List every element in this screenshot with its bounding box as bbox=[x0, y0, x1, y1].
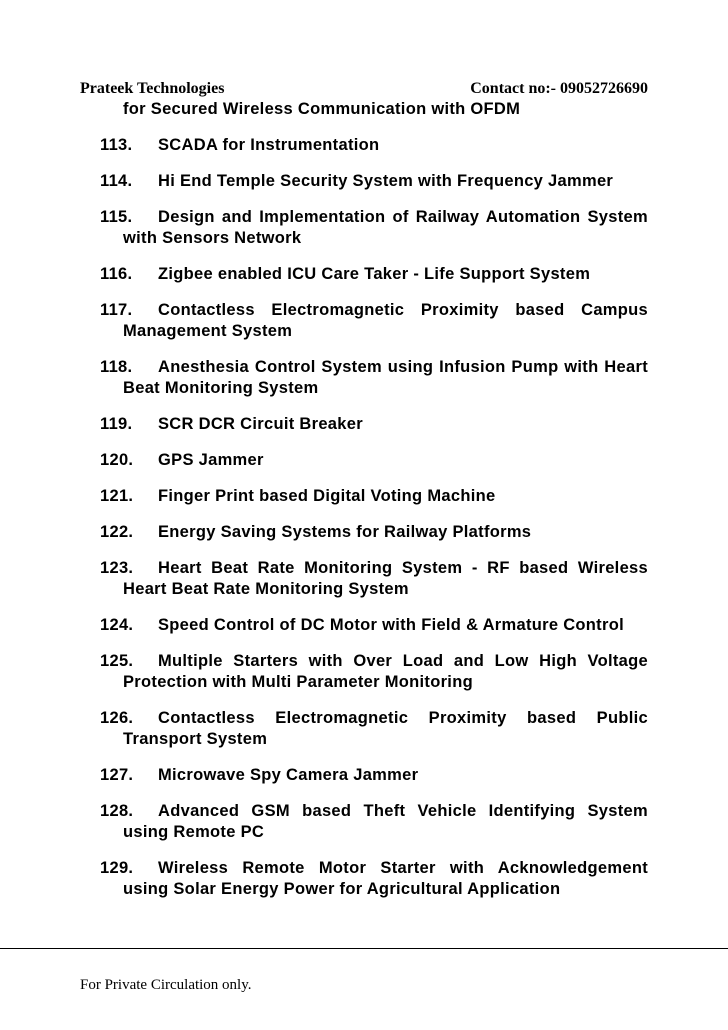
list-item bbox=[100, 264, 648, 285]
list-item bbox=[100, 858, 648, 900]
item-number: 114. bbox=[100, 172, 133, 190]
item-number: 123. bbox=[100, 559, 134, 577]
item-number: 113. bbox=[100, 136, 133, 154]
item-text: Contactless Electromagnetic Proximity based Public Transport System bbox=[123, 709, 648, 748]
list-item bbox=[100, 207, 648, 249]
item-text: Hi End Temple Security System with Frequency Jammer bbox=[158, 172, 614, 190]
item-text: Contactless Electromagnetic Proximity based Campus Management System bbox=[123, 301, 648, 340]
item-number: 122. bbox=[100, 523, 134, 541]
project-list bbox=[100, 99, 648, 900]
item-number: 126. bbox=[100, 709, 134, 727]
item-number: 127. bbox=[100, 766, 134, 784]
list-item bbox=[100, 135, 648, 156]
page-header bbox=[80, 80, 648, 100]
item-text: Wireless Remote Motor Starter with Acknowledgement using Solar Energy Power for Agricultural Application bbox=[123, 859, 648, 898]
list-item bbox=[100, 450, 648, 471]
list-item bbox=[100, 765, 648, 786]
list-item bbox=[100, 414, 648, 435]
item-text: Anesthesia Control System using Infusion Pump with Heart Beat Monitoring System bbox=[123, 358, 648, 397]
list-item bbox=[100, 300, 648, 342]
continued-item-text: for Secured Wireless Communication with OFDM bbox=[123, 100, 521, 118]
list-item bbox=[100, 522, 648, 543]
list-item bbox=[100, 558, 648, 600]
item-text: Heart Beat Rate Monitoring System - RF based Wireless Heart Beat Rate Monitoring System bbox=[123, 559, 648, 598]
footer-divider bbox=[0, 948, 728, 949]
item-number: 121. bbox=[100, 487, 134, 505]
item-number: 116. bbox=[100, 265, 133, 283]
item-text: Multiple Starters with Over Load and Low High Voltage Protection with Multi Parameter Monitoring bbox=[123, 652, 648, 691]
list-item bbox=[100, 171, 648, 192]
item-text: SCR DCR Circuit Breaker bbox=[158, 415, 363, 433]
item-number: 120. bbox=[100, 451, 134, 469]
company-name: Prateek Technologies bbox=[80, 80, 225, 97]
item-text: Speed Control of DC Motor with Field & Armature Control bbox=[158, 616, 624, 634]
item-text: Energy Saving Systems for Railway Platforms bbox=[158, 523, 532, 541]
item-text: Advanced GSM based Theft Vehicle Identifying System using Remote PC bbox=[123, 802, 648, 841]
item-text: Finger Print based Digital Voting Machine bbox=[158, 487, 496, 505]
item-text: Design and Implementation of Railway Automation System with Sensors Network bbox=[123, 208, 648, 247]
item-number: 125. bbox=[100, 652, 134, 670]
list-item bbox=[100, 486, 648, 507]
item-text: Zigbee enabled ICU Care Taker - Life Support System bbox=[158, 265, 591, 283]
item-number: 117. bbox=[100, 301, 133, 319]
item-number: 115. bbox=[100, 208, 133, 226]
item-text: Microwave Spy Camera Jammer bbox=[158, 766, 419, 784]
item-text: GPS Jammer bbox=[158, 451, 264, 469]
list-item bbox=[100, 651, 648, 693]
footer-note: For Private Circulation only. bbox=[80, 977, 252, 993]
item-text: SCADA for Instrumentation bbox=[158, 136, 380, 154]
list-item bbox=[100, 357, 648, 399]
list-item bbox=[100, 801, 648, 843]
item-number: 124. bbox=[100, 616, 134, 634]
item-number: 128. bbox=[100, 802, 134, 820]
item-number: 119. bbox=[100, 415, 133, 433]
item-number: 129. bbox=[100, 859, 134, 877]
item-number: 118. bbox=[100, 358, 133, 376]
contact-number: Contact no:- 09052726690 bbox=[470, 80, 648, 97]
list-item bbox=[100, 708, 648, 750]
list-item bbox=[100, 615, 648, 636]
